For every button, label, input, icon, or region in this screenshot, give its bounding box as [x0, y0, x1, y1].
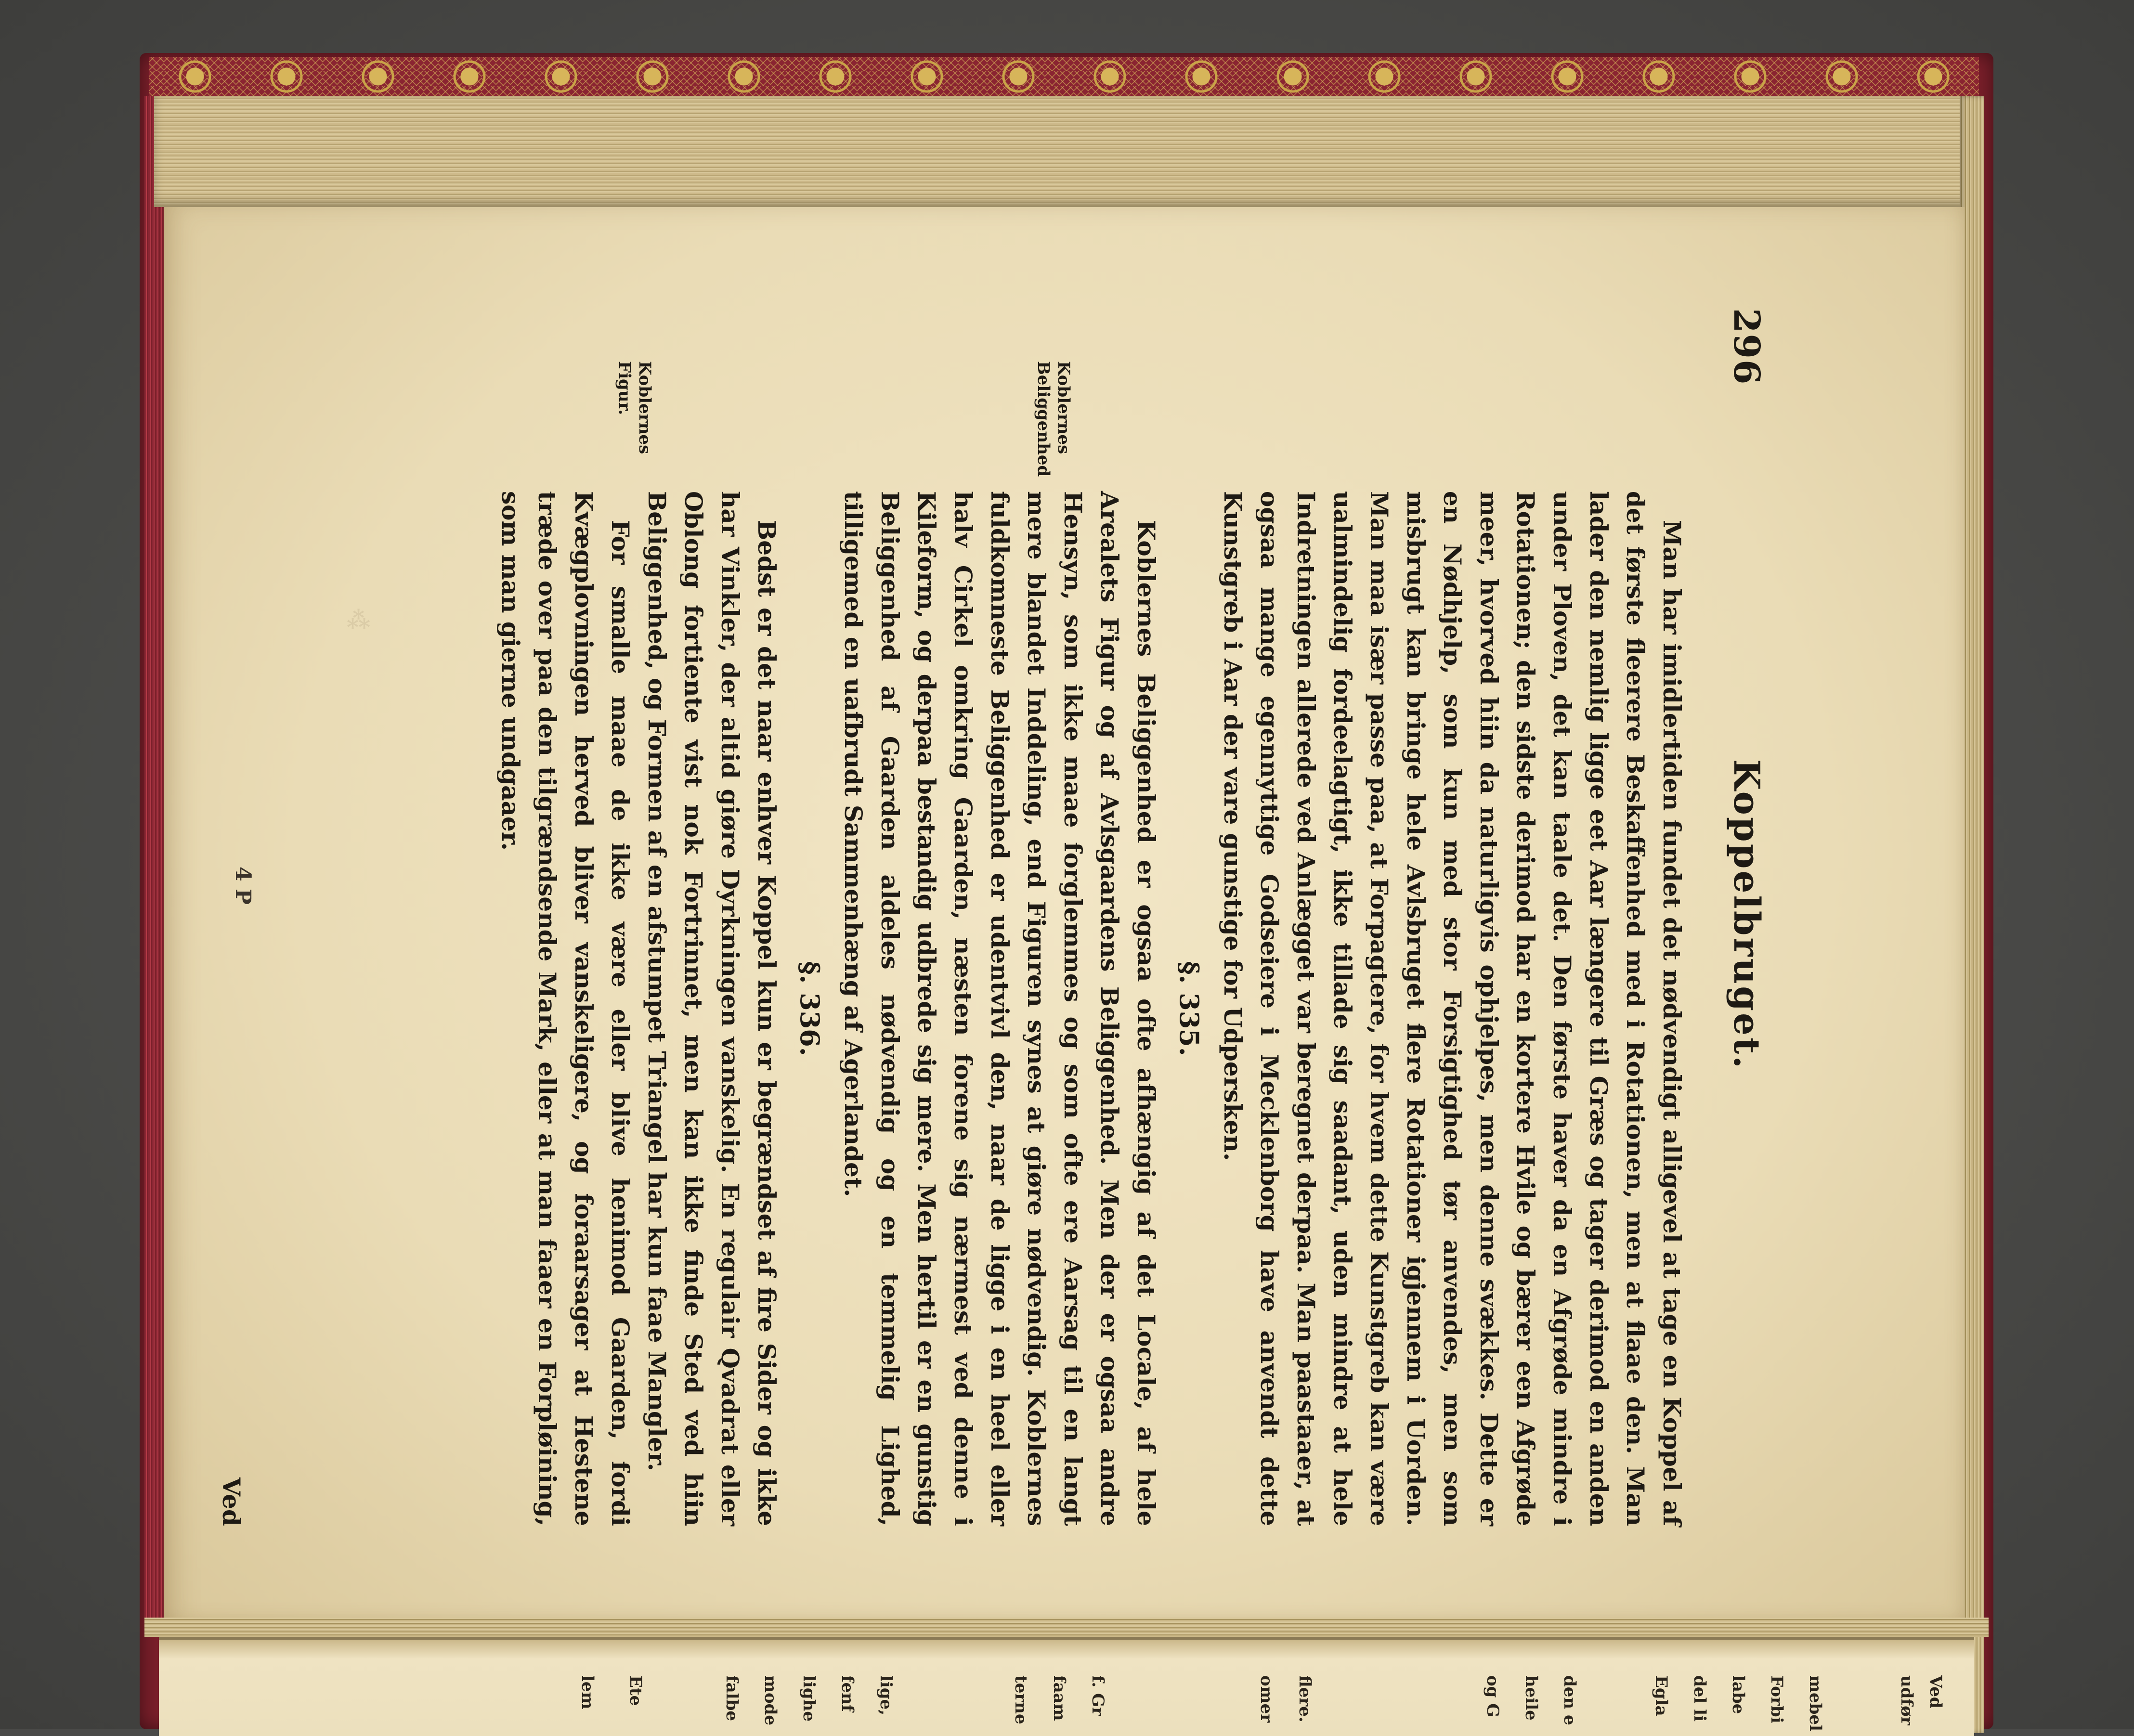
gilt-ornament-border: [149, 57, 1979, 98]
facing-fragment: den e: [1560, 1675, 1579, 1725]
facing-fragment: Forbi: [1767, 1675, 1786, 1723]
facing-fragment: omer: [1257, 1675, 1276, 1723]
facing-fragment: fenf: [838, 1675, 857, 1712]
section-heading: §. 335.: [1174, 961, 1205, 1056]
facing-fragment: Egla: [1652, 1675, 1671, 1716]
facing-fragment: Ved: [1926, 1675, 1945, 1709]
facing-fragment: mebel: [1806, 1675, 1825, 1731]
facing-fragment: flere.: [1295, 1675, 1314, 1723]
facing-fragment: heile: [1522, 1675, 1541, 1721]
facing-fragment: Ete: [626, 1675, 645, 1706]
paragraph: Bedst er det naar enhver Koppel kun er begrændset af fire Sider og ikke har Vinkler, der altid giøre Dyrkningen vanskelig. En regulair Qvadrat eller Oblong fortiente vist nok Fortrinnet, men kan ikke finde Sted ved hiin Beliggenhed, og Formen af en afstumpet Triangel har kun faae Mangler.: [643, 491, 781, 1526]
facing-fragment: falbe: [722, 1675, 742, 1721]
facing-fragment: udfør: [1897, 1675, 1916, 1725]
facing-fragment: terne: [1011, 1675, 1030, 1724]
cover-edge-left: [144, 96, 164, 1637]
facing-fragment: f. Gr: [1088, 1675, 1107, 1716]
paragraph: Koblernes Beliggenhed er ogsaa ofte afhængig af det Locale, af hele Arealets Figur og af Avlsgaardens Beliggenhed. Men der er ogsaa andre Hensyn, som ikke maae forglemmes og som ofte ere Aarsag til en langt mere blandet Inddeling, end Figuren synes at giøre nødvendig. Koblernes fuldkomneste Beliggenhed er udentvivl den, naar de ligge i en heel eller halv Cirkel omkring Gaarden, næsten forene sig nærmest ved denne i Kileform, og derpaa bestandig udbrede sig mere. Men hertil er en gunstig Beliggenhed af Gaarden aldeles nødvendig og en temmelig Lighed, tilligemed en uafbrudt Sammenhæng af Agerlandet.: [839, 491, 1160, 1526]
facing-fragment: lighe: [799, 1675, 819, 1722]
facing-fragment: del li: [1690, 1675, 1709, 1722]
sidenote-beliggenhed: Koblernes Beliggenhed: [1034, 361, 1073, 477]
catchword: Ved: [217, 1477, 246, 1526]
body-text: [492, 491, 1690, 1526]
running-head: [1719, 289, 1772, 1541]
facing-fragment: faam: [1050, 1675, 1069, 1721]
paragraph: Man har imidlertiden fundet det nødvendigt alligevel at tage en Koppel af det første fleerere Beskaffenhed med i Rotationen, men at flaae den. Man lader den nemlig ligge eet Aar længere til Græs og tager derimod en anden under Ploven, det kan taale det. Den første haver da en Afgrøde mindre i Rotationen; den sidste derimod har en kortere Hvile og bærer een Afgrøde meer, hvorved hiin da naturligvis ophjelpes, men denne svækkes. Dette er en Nødhjelp, som kun med stor Forsigtighed tør anvendes, men som misbrugt kan bringe hele Avlsbruget flere Rotationer igjennem i Uorden. Man maa især passe paa, at Forpagtere, for hvem dette Kunstgreb kan være ualmindelig fordeelagtigt, ikke tillade sig saadant, uden mindre at hele Indretningen allerede ved Anlægget var beregnet derpaa. Man paastaaer, at ogsaa mange egennyttige Godseiere i Mecklenborg have anvendt dette Kunstgreb i Aar der vare gunstige for Udpersken.: [1219, 491, 1686, 1526]
signature-mark: 4 P: [231, 867, 255, 905]
facing-page-edge: [144, 1618, 1989, 1637]
bleed-through-text: ⁂: [347, 607, 371, 634]
facing-fragment: mode: [761, 1675, 780, 1726]
page-text-block: [202, 289, 1772, 1541]
paragraph: For smalle maae de ikke være eller blive henimod Gaarden, fordi Kvægplovningen herved bliver vanskeligere, og foraarsager at Hestene træde over paa den tilgrændsende Mark, eller at man faaer en Forpløining, som man gierne undgaaer.: [496, 491, 635, 1526]
page-number: 296: [1726, 308, 1767, 386]
section-heading: §. 336.: [794, 961, 825, 1056]
facing-fragment: lige,: [876, 1675, 896, 1716]
page-fore-edge: [154, 96, 1974, 207]
facing-page-fragments: [164, 1656, 1965, 1731]
facing-fragment: og G: [1483, 1675, 1502, 1718]
sidenote-figur: Koblernes Figur.: [615, 361, 654, 454]
facing-fragment: lem: [578, 1675, 597, 1710]
running-title: Koppelbruget.: [1726, 759, 1767, 1071]
facing-fragment: labe: [1729, 1675, 1748, 1714]
